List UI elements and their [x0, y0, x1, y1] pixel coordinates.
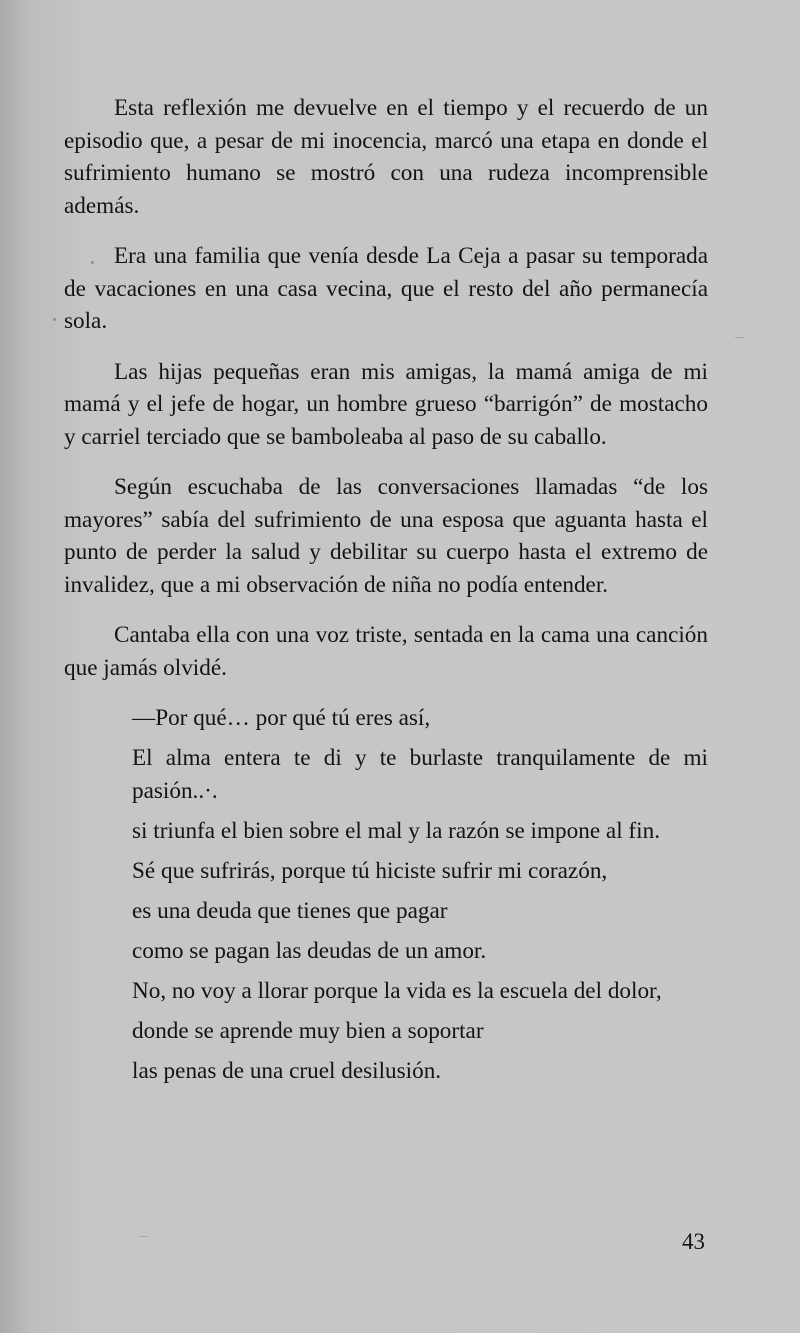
verse-line: El alma entera te di y te burlaste tranquilamente de mi pasión..·. — [132, 745, 708, 804]
paragraph: Esta reflexión me devuelve en el tiempo y el recuerdo de un episodio que, a pesar de mi inocencia, marcó una etapa en donde el sufrimiento humano se mostró con una rudeza incomprensible además. — [64, 95, 708, 219]
verse-line: donde se aprende muy bien a soportar — [132, 1017, 484, 1044]
verse-line: si triunfa el bien sobre el mal y la razón se impone al fin. — [132, 817, 660, 844]
verse-line: Sé que sufrirás, porque tú hiciste sufrir mi corazón, — [132, 857, 608, 884]
verse-line: es una deuda que tienes que pagar — [132, 897, 448, 924]
verse-line: las penas de una cruel desilusión. — [132, 1057, 442, 1084]
scan-speck — [53, 318, 56, 321]
paragraph: Las hijas pequeñas eran mis amigas, la mamá amiga de mi mamá y el jefe de hogar, un hombre grueso “barrigón” de mostacho y carriel terciado que se bamboleaba al paso de su caballo. — [64, 358, 708, 450]
paragraph: Cantaba ella con una voz triste, sentada en la cama una canción que jamás olvidé. — [64, 622, 708, 681]
scan-speck — [735, 337, 744, 338]
paragraph: Era una familia que venía desde La Ceja a pasar su temporada de vacaciones en una casa vecina, que el resto del año permanecía sola. — [64, 243, 708, 334]
paragraph: Según escuchaba de las conversaciones llamadas “de los mayores” sabía del sufrimiento de una esposa que aguanta hasta el punto de perder la salud y debilitar su cuerpo hasta el extremo de invalidez, que a mi observación de niña no podía entender. — [64, 474, 708, 598]
verse-line: como se pagan las deudas de un amor. — [132, 937, 487, 964]
verse-line: —Por qué… por qué tú eres así, — [132, 705, 431, 731]
song-lyrics — [132, 702, 708, 1087]
body-text — [64, 92, 708, 1095]
scan-speck — [139, 1236, 147, 1237]
verse-line: No, no voy a llorar porque la vida es la escuela del dolor, — [132, 977, 662, 1004]
page-number: 43 — [682, 1229, 705, 1254]
